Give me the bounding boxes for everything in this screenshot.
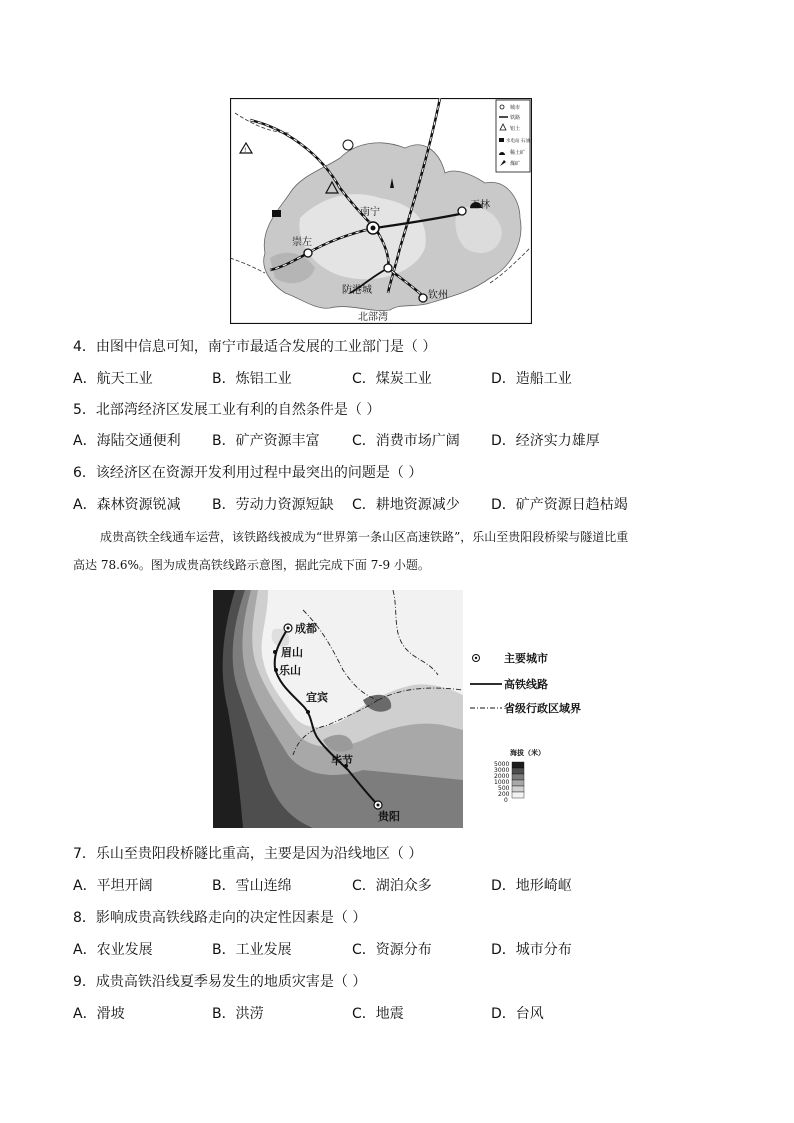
option-d[interactable]: D．经济实力雄厚 <box>491 433 600 449</box>
option-b[interactable]: B．工业发展 <box>212 942 292 958</box>
city-label: 贵阳 <box>378 810 400 823</box>
option-d[interactable]: D．台风 <box>491 1006 544 1022</box>
option-a[interactable]: A．滑坡 <box>73 1006 125 1022</box>
option-d[interactable]: D．地形崎岖 <box>491 878 572 894</box>
option-d[interactable]: D．矿产资源日趋枯竭 <box>491 497 628 513</box>
option-d[interactable]: D．城市分布 <box>491 942 572 958</box>
legend-text: 铁路 <box>510 115 521 121</box>
question-stem: 7．乐山至贵阳段桥隧比重高，主要是因为沿线地区（ ） <box>73 846 423 862</box>
city-label: 乐山 <box>279 664 301 677</box>
intro-paragraph: 成贵高铁全线通车运营，该铁路线被成为“世界第一条山区高速铁路”，乐山至贵阳段桥梁与隧道比重 <box>100 530 629 544</box>
elevation-tick: 500 <box>498 785 510 792</box>
elevation-tick: 200 <box>498 791 510 798</box>
city-label: 崇左 <box>292 237 312 248</box>
option-b[interactable]: B．雪山连绵 <box>212 878 292 894</box>
option-c[interactable]: C．地震 <box>352 1006 404 1022</box>
question-stem: 5．北部湾经济区发展工业有利的自然条件是（ ） <box>73 402 381 418</box>
question-stem: 4．由图中信息可知，南宁市最适合发展的工业部门是（ ） <box>73 339 437 355</box>
question-stem: 9．成贵高铁沿线夏季易发生的地质灾害是（ ） <box>73 974 367 990</box>
option-d[interactable]: D．造船工业 <box>491 371 572 387</box>
elevation-tick: 0 <box>504 797 508 804</box>
legend-text: 铝土 <box>510 126 521 132</box>
option-c[interactable]: C．湖泊众多 <box>352 878 432 894</box>
option-b[interactable]: B．洪涝 <box>212 1006 264 1022</box>
city-label: 钦州 <box>428 290 448 301</box>
city-label: 眉山 <box>281 646 303 659</box>
option-b[interactable]: B．劳动力资源短缺 <box>212 497 334 513</box>
elevation-tick: 1000 <box>494 779 510 786</box>
city-label: 防港城 <box>342 285 372 296</box>
beibu-gulf-map <box>230 98 532 324</box>
question-stem: 6．该经济区在资源开发利用过程中最突出的问题是（ ） <box>73 465 423 481</box>
option-c[interactable]: C．煤炭工业 <box>352 371 432 387</box>
city-label: 宜宾 <box>306 691 328 704</box>
option-a[interactable]: A．平坦开阔 <box>73 878 153 894</box>
city-label: 玉林 <box>470 200 490 211</box>
chenggui-railway-map <box>213 590 463 828</box>
city-label: 毕节 <box>331 754 353 767</box>
elevation-title: 海拔（米） <box>510 749 545 757</box>
option-a[interactable]: A．森林资源锐减 <box>73 497 181 513</box>
legend-text: 城市 <box>510 105 521 111</box>
legend-text: 煤矿 <box>510 161 521 167</box>
elevation-tick: 5000 <box>494 761 510 768</box>
option-c[interactable]: C．资源分布 <box>352 942 432 958</box>
option-a[interactable]: A．农业发展 <box>73 942 153 958</box>
legend-text: 省级行政区域界 <box>504 702 581 715</box>
option-b[interactable]: B．炼铝工业 <box>212 371 292 387</box>
option-a[interactable]: A．海陆交通便利 <box>73 433 181 449</box>
legend-text: 高铁线路 <box>504 678 548 691</box>
option-c[interactable]: C．耕地资源减少 <box>352 497 460 513</box>
city-label: 成都 <box>295 622 317 635</box>
elevation-tick: 2000 <box>494 773 510 780</box>
legend-text: 稀土矿 <box>510 150 526 156</box>
legend-text: 主要城市 <box>504 652 548 665</box>
legend-text: 水电站 石油 <box>506 139 530 144</box>
option-c[interactable]: C．消费市场广阔 <box>352 433 460 449</box>
option-b[interactable]: B．矿产资源丰富 <box>212 433 320 449</box>
intro-paragraph-cont: 高达 78.6%。图为成贵高铁线路示意图，据此完成下面 7-9 小题。 <box>73 558 430 572</box>
elevation-tick: 3000 <box>494 767 510 774</box>
option-a[interactable]: A．航天工业 <box>73 371 153 387</box>
sea-label: 北部湾 <box>358 312 388 323</box>
question-stem: 8．影响成贵高铁线路走向的决定性因素是（ ） <box>73 910 367 926</box>
svg-text:!: ! <box>244 147 247 154</box>
city-label: 南宁 <box>360 207 380 218</box>
railway-map-legend <box>466 645 626 825</box>
